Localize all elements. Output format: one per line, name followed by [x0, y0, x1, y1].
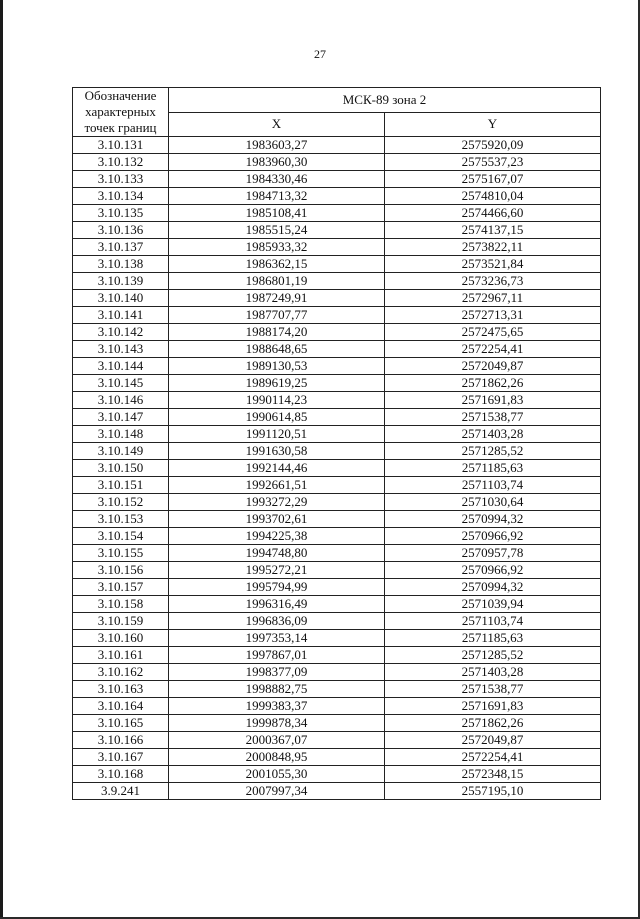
header-point-id: Обозначение характерных точек границ: [73, 88, 169, 137]
x-coordinate-cell: 1984713,32: [169, 188, 385, 205]
header-y: Y: [385, 112, 601, 137]
table-row: [73, 290, 601, 307]
table-row: [73, 154, 601, 171]
point-id-cell: 3.10.149: [73, 443, 169, 460]
x-coordinate-cell: 1989130,53: [169, 358, 385, 375]
x-coordinate-cell: 1998377,09: [169, 664, 385, 681]
y-coordinate-cell: 2570957,78: [385, 545, 601, 562]
x-coordinate-cell: 2000367,07: [169, 732, 385, 749]
point-id-cell: 3.10.154: [73, 528, 169, 545]
y-coordinate-cell: 2574810,04: [385, 188, 601, 205]
table-row: [73, 171, 601, 188]
table-row: [73, 783, 601, 800]
point-id-cell: 3.10.147: [73, 409, 169, 426]
table-row: [73, 749, 601, 766]
table-row: [73, 239, 601, 256]
y-coordinate-cell: 2572254,41: [385, 749, 601, 766]
x-coordinate-cell: 1993702,61: [169, 511, 385, 528]
table-row: [73, 341, 601, 358]
y-coordinate-cell: 2557195,10: [385, 783, 601, 800]
y-coordinate-cell: 2573236,73: [385, 273, 601, 290]
point-id-cell: 3.10.161: [73, 647, 169, 664]
point-id-cell: 3.10.137: [73, 239, 169, 256]
table-row: [73, 681, 601, 698]
x-coordinate-cell: 1985933,32: [169, 239, 385, 256]
x-coordinate-cell: 1983960,30: [169, 154, 385, 171]
point-id-cell: 3.10.142: [73, 324, 169, 341]
table-row: [73, 375, 601, 392]
x-coordinate-cell: 1988648,65: [169, 341, 385, 358]
table-row: [73, 409, 601, 426]
table-row: [73, 358, 601, 375]
y-coordinate-cell: 2572254,41: [385, 341, 601, 358]
table-row: [73, 613, 601, 630]
table-row: [73, 443, 601, 460]
y-coordinate-cell: 2572967,11: [385, 290, 601, 307]
table-row: [73, 477, 601, 494]
y-coordinate-cell: 2571691,83: [385, 698, 601, 715]
y-coordinate-cell: 2573521,84: [385, 256, 601, 273]
point-id-cell: 3.10.167: [73, 749, 169, 766]
table-row: [73, 715, 601, 732]
x-coordinate-cell: 2000848,95: [169, 749, 385, 766]
point-id-cell: 3.10.168: [73, 766, 169, 783]
x-coordinate-cell: 1988174,20: [169, 324, 385, 341]
point-id-cell: 3.10.155: [73, 545, 169, 562]
x-coordinate-cell: 1999878,34: [169, 715, 385, 732]
table-row: [73, 596, 601, 613]
table-row: [73, 188, 601, 205]
point-id-cell: 3.10.152: [73, 494, 169, 511]
point-id-cell: 3.10.156: [73, 562, 169, 579]
table-row: [73, 732, 601, 749]
point-id-cell: 3.10.164: [73, 698, 169, 715]
x-coordinate-cell: 1986801,19: [169, 273, 385, 290]
table-row: [73, 460, 601, 477]
point-id-cell: 3.10.141: [73, 307, 169, 324]
table-row: [73, 137, 601, 154]
point-id-cell: 3.10.160: [73, 630, 169, 647]
y-coordinate-cell: 2571691,83: [385, 392, 601, 409]
y-coordinate-cell: 2571030,64: [385, 494, 601, 511]
x-coordinate-cell: 1987707,77: [169, 307, 385, 324]
x-coordinate-cell: 1985108,41: [169, 205, 385, 222]
y-coordinate-cell: 2570966,92: [385, 562, 601, 579]
table-row: [73, 392, 601, 409]
point-id-cell: 3.10.139: [73, 273, 169, 290]
table-row: [73, 494, 601, 511]
table-row: [73, 698, 601, 715]
y-coordinate-cell: 2571285,52: [385, 443, 601, 460]
x-coordinate-cell: 1992144,46: [169, 460, 385, 477]
y-coordinate-cell: 2572475,65: [385, 324, 601, 341]
y-coordinate-cell: 2575167,07: [385, 171, 601, 188]
y-coordinate-cell: 2574466,60: [385, 205, 601, 222]
table-row: [73, 562, 601, 579]
x-coordinate-cell: 1990114,23: [169, 392, 385, 409]
point-id-cell: 3.10.132: [73, 154, 169, 171]
table-row: [73, 664, 601, 681]
table-row: [73, 256, 601, 273]
y-coordinate-cell: 2571538,77: [385, 409, 601, 426]
y-coordinate-cell: 2571538,77: [385, 681, 601, 698]
x-coordinate-cell: 1997353,14: [169, 630, 385, 647]
x-coordinate-cell: 1990614,85: [169, 409, 385, 426]
point-id-cell: 3.10.165: [73, 715, 169, 732]
point-id-cell: 3.10.145: [73, 375, 169, 392]
point-id-cell: 3.10.144: [73, 358, 169, 375]
point-id-cell: 3.10.136: [73, 222, 169, 239]
header-x: X: [169, 112, 385, 137]
table-row: [73, 766, 601, 783]
x-coordinate-cell: 1999383,37: [169, 698, 385, 715]
y-coordinate-cell: 2572713,31: [385, 307, 601, 324]
y-coordinate-cell: 2574137,15: [385, 222, 601, 239]
x-coordinate-cell: 1995272,21: [169, 562, 385, 579]
x-coordinate-cell: 1986362,15: [169, 256, 385, 273]
point-id-cell: 3.10.135: [73, 205, 169, 222]
x-coordinate-cell: 1993272,29: [169, 494, 385, 511]
table-row: [73, 324, 601, 341]
point-id-cell: 3.10.131: [73, 137, 169, 154]
point-id-cell: 3.10.148: [73, 426, 169, 443]
x-coordinate-cell: 1994225,38: [169, 528, 385, 545]
point-id-cell: 3.10.140: [73, 290, 169, 307]
x-coordinate-cell: 1984330,46: [169, 171, 385, 188]
x-coordinate-cell: 1987249,91: [169, 290, 385, 307]
x-coordinate-cell: 1995794,99: [169, 579, 385, 596]
table-row: [73, 545, 601, 562]
point-id-cell: 3.10.162: [73, 664, 169, 681]
y-coordinate-cell: 2571185,63: [385, 630, 601, 647]
x-coordinate-cell: 1998882,75: [169, 681, 385, 698]
point-id-cell: 3.9.241: [73, 783, 169, 800]
coordinates-table: [72, 87, 601, 800]
point-id-cell: 3.10.166: [73, 732, 169, 749]
x-coordinate-cell: 1996316,49: [169, 596, 385, 613]
point-id-cell: 3.10.158: [73, 596, 169, 613]
y-coordinate-cell: 2570994,32: [385, 511, 601, 528]
point-id-cell: 3.10.153: [73, 511, 169, 528]
x-coordinate-cell: 1996836,09: [169, 613, 385, 630]
table-body: [73, 137, 601, 800]
x-coordinate-cell: 2001055,30: [169, 766, 385, 783]
y-coordinate-cell: 2570966,92: [385, 528, 601, 545]
y-coordinate-cell: 2571285,52: [385, 647, 601, 664]
x-coordinate-cell: 1991630,58: [169, 443, 385, 460]
page-number: 27: [314, 47, 326, 61]
y-coordinate-cell: 2571185,63: [385, 460, 601, 477]
y-coordinate-cell: 2571403,28: [385, 426, 601, 443]
x-coordinate-cell: 1997867,01: [169, 647, 385, 664]
x-coordinate-cell: 1989619,25: [169, 375, 385, 392]
x-coordinate-cell: 1991120,51: [169, 426, 385, 443]
x-coordinate-cell: 1992661,51: [169, 477, 385, 494]
point-id-cell: 3.10.143: [73, 341, 169, 358]
point-id-cell: 3.10.146: [73, 392, 169, 409]
y-coordinate-cell: 2571103,74: [385, 613, 601, 630]
table-row: [73, 273, 601, 290]
table-row: [73, 630, 601, 647]
table-row: [73, 511, 601, 528]
point-id-cell: 3.10.159: [73, 613, 169, 630]
table-row: [73, 528, 601, 545]
point-id-cell: 3.10.150: [73, 460, 169, 477]
y-coordinate-cell: 2571862,26: [385, 715, 601, 732]
x-coordinate-cell: 1985515,24: [169, 222, 385, 239]
y-coordinate-cell: 2570994,32: [385, 579, 601, 596]
y-coordinate-cell: 2571403,28: [385, 664, 601, 681]
point-id-cell: 3.10.138: [73, 256, 169, 273]
y-coordinate-cell: 2572049,87: [385, 358, 601, 375]
point-id-cell: 3.10.157: [73, 579, 169, 596]
point-id-cell: 3.10.163: [73, 681, 169, 698]
x-coordinate-cell: 2007997,34: [169, 783, 385, 800]
point-id-cell: 3.10.133: [73, 171, 169, 188]
point-id-cell: 3.10.134: [73, 188, 169, 205]
table-row: [73, 307, 601, 324]
table-row: [73, 205, 601, 222]
table-row: [73, 426, 601, 443]
x-coordinate-cell: 1983603,27: [169, 137, 385, 154]
point-id-cell: 3.10.151: [73, 477, 169, 494]
y-coordinate-cell: 2573822,11: [385, 239, 601, 256]
scan-left-edge: [0, 0, 3, 919]
table-row: [73, 579, 601, 596]
y-coordinate-cell: 2572049,87: [385, 732, 601, 749]
y-coordinate-cell: 2572348,15: [385, 766, 601, 783]
y-coordinate-cell: 2575920,09: [385, 137, 601, 154]
table-row: [73, 222, 601, 239]
table-row: [73, 647, 601, 664]
header-coordinate-system: МСК-89 зона 2: [169, 88, 601, 113]
y-coordinate-cell: 2575537,23: [385, 154, 601, 171]
y-coordinate-cell: 2571862,26: [385, 375, 601, 392]
y-coordinate-cell: 2571103,74: [385, 477, 601, 494]
x-coordinate-cell: 1994748,80: [169, 545, 385, 562]
y-coordinate-cell: 2571039,94: [385, 596, 601, 613]
